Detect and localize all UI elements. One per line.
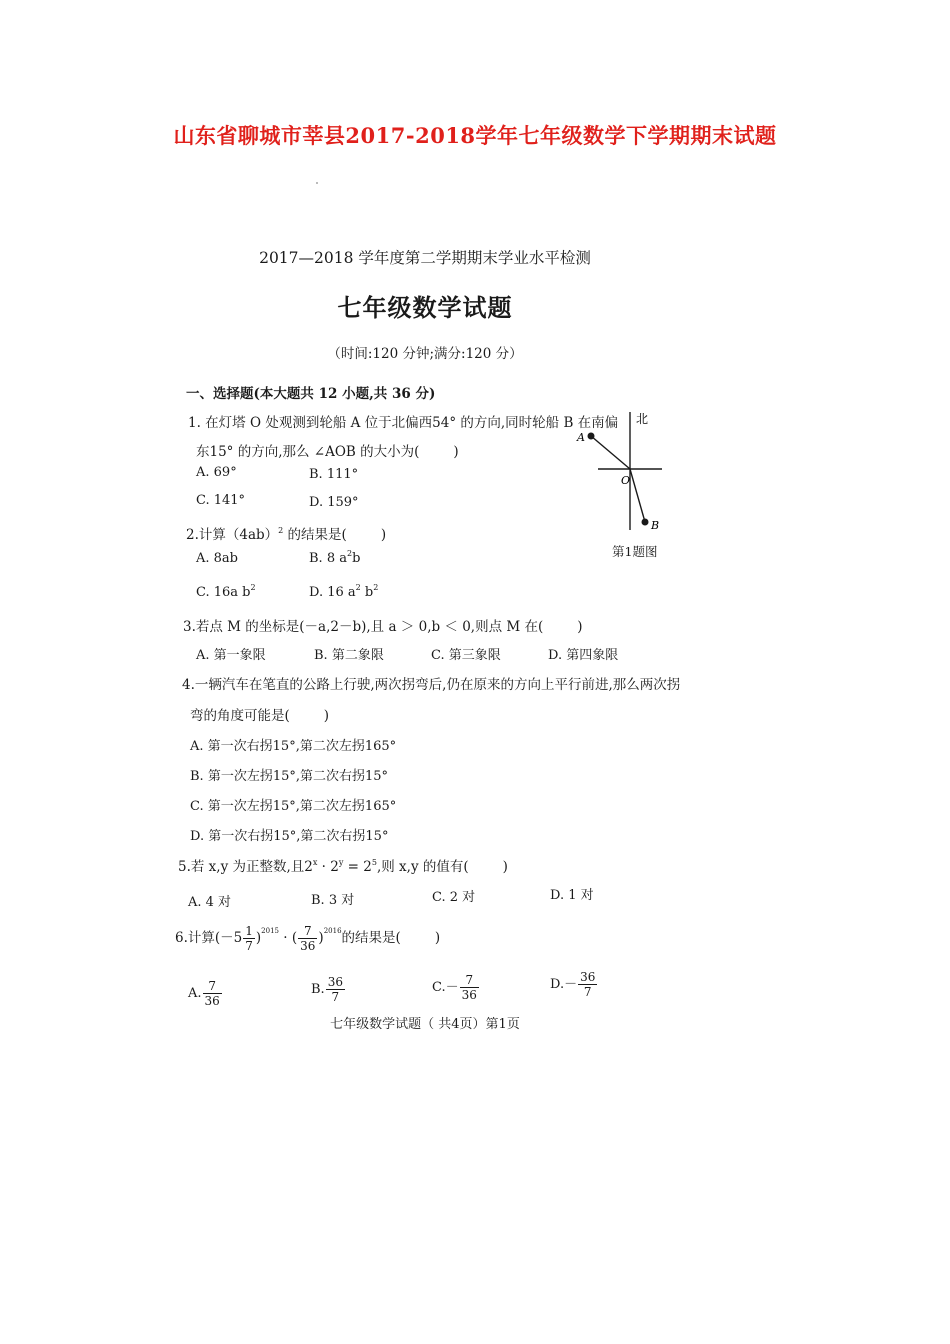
question-5-exp-x: x — [312, 858, 318, 867]
question-4-close: ) — [323, 708, 330, 724]
q3-option-c: C. 第三象限 — [431, 648, 501, 663]
q5-option-d: D. 1 对 — [550, 888, 594, 903]
page-footer: 七年级数学试题（ 共4页）第1页 — [330, 1017, 520, 1032]
question-6-frac1 — [243, 924, 255, 953]
question-5-mid2: = 2 — [343, 859, 372, 875]
compass-diagram — [574, 408, 674, 536]
question-2 — [186, 523, 386, 543]
q6-option-c — [432, 973, 480, 1002]
question-1-line2 — [196, 440, 459, 460]
q2-option-d-text: D. 16 a — [309, 585, 356, 600]
question-5 — [178, 855, 508, 875]
question-6-frac1-den: 7 — [245, 939, 253, 953]
question-5-prefix: 5.若 x,y 为正整数,且2 — [178, 859, 313, 875]
question-6-suffix: 的结果是( — [341, 930, 401, 946]
q6-option-b-label: B. — [311, 982, 325, 997]
q2-option-a-text: A. 8ab — [196, 551, 238, 566]
question-6-frac1-num: 1 — [245, 924, 253, 938]
question-1-line1: 1. 在灯塔 O 处观测到轮船 A 位于北偏西54° 的方向,同时轮船 B 在南偏 — [188, 415, 619, 431]
question-2-suffix: 的结果是( — [283, 527, 347, 543]
scan-speck — [316, 182, 318, 184]
q6-option-c-num: 7 — [460, 973, 479, 988]
question-5-exp-y: y — [338, 858, 344, 867]
q4-option-c: C. 第一次左拐15°,第二次左拐165° — [190, 799, 397, 814]
q3-option-b: B. 第二象限 — [314, 648, 384, 663]
q6-option-c-sign: － — [445, 980, 459, 995]
q6-option-b — [311, 975, 346, 1004]
question-2-exponent: 2 — [278, 526, 284, 535]
q6-option-c-den: 36 — [461, 988, 477, 1002]
question-6-frac2 — [298, 924, 317, 953]
exam-title: 七年级数学试题 — [337, 293, 513, 322]
q6-option-c-frac — [460, 973, 479, 1002]
question-3-close: ) — [577, 619, 583, 635]
q1-option-b: B. 111° — [309, 467, 359, 482]
q2-option-d-exp2: 2 — [373, 583, 379, 592]
section-title: 一、选择题(本大题共 12 小题,共 36 分) — [186, 386, 436, 402]
document-title: 山东省聊城市莘县2017-2018学年七年级数学下学期期末试题 — [173, 123, 777, 148]
q6-option-b-frac — [326, 975, 345, 1004]
q4-option-b: B. 第一次左拐15°,第二次右拐15° — [190, 769, 389, 784]
q6-option-b-den: 7 — [331, 990, 340, 1004]
exam-subtitle: 2017—2018 学年度第二学期期末学业水平检测 — [259, 249, 591, 267]
q6-option-a-num: 7 — [203, 979, 222, 994]
q2-option-a — [196, 551, 238, 566]
q4-option-a: A. 第一次右拐15°,第二次左拐165° — [190, 739, 397, 754]
q2-option-d — [309, 585, 378, 600]
q6-option-d-sign: － — [564, 977, 578, 992]
q2-option-b-text2: b — [352, 551, 361, 566]
question-4-line2-text: 弯的角度可能是( — [190, 708, 290, 724]
q6-option-d-num: 36 — [580, 970, 596, 984]
q6-option-a — [188, 979, 223, 1008]
question-6: 6.计算(－5 $\frac{1}{7}$ )$^{2015}$ · ( $\frac{7}{36}$ )$^{2016}$的结果是( ) — [175, 924, 441, 953]
q5-option-a: A. 4 对 — [188, 895, 232, 910]
q5-option-b: B. 3 对 — [311, 893, 355, 908]
q6-option-a-den: 36 — [204, 994, 220, 1008]
question-6-prefix: 6.计算(－5 — [175, 930, 243, 946]
ray-oa — [591, 436, 630, 469]
q2-option-b-text: B. 8 a — [309, 551, 347, 566]
q6-option-a-label: A. — [188, 986, 202, 1001]
label-a: A — [577, 431, 585, 444]
question-5-mid: · 2 — [317, 859, 339, 875]
q6-option-b-num: 36 — [327, 975, 343, 989]
q5-option-c: C. 2 对 — [432, 890, 476, 905]
label-o: O — [621, 474, 631, 487]
question-4-line1: 4.一辆汽车在笔直的公路上行驶,两次拐弯后,仍在原来的方向上平行前进,那么两次拐 — [182, 677, 681, 693]
north-label: 北 — [636, 412, 649, 426]
question-5-exp-5: 5 — [371, 858, 377, 867]
q4-option-d: D. 第一次右拐15°,第二次右拐15° — [190, 829, 389, 844]
question-6-frac2-num: 7 — [298, 924, 317, 939]
question-3 — [183, 615, 583, 635]
q2-option-d-exp: 2 — [355, 583, 361, 592]
point-b — [642, 519, 649, 526]
q1-option-d: D. 159° — [309, 495, 359, 510]
question-6-exp1: 2015 — [261, 927, 279, 935]
q1-option-c: C. 141° — [196, 493, 246, 508]
q6-option-d-label: D. — [550, 977, 565, 992]
q2-option-b-exp: 2 — [346, 549, 353, 558]
question-5-suffix: ,则 x,y 的值有( — [376, 859, 469, 875]
q6-option-c-label: C. — [432, 980, 446, 995]
q2-option-d-text2: b — [360, 585, 374, 600]
question-5-close: ) — [502, 859, 508, 875]
q3-option-d: D. 第四象限 — [548, 648, 619, 663]
q6-option-d — [550, 970, 598, 999]
q2-option-c-text: C. 16a b — [196, 585, 251, 600]
question-3-text: 3.若点 M 的坐标是(－a,2－b),且 a ＞ 0,b ＜ 0,则点 M 在( — [183, 619, 544, 635]
question-2-close: ) — [380, 527, 387, 543]
question-1-line2-text: 东15° 的方向,那么 ∠AOB 的大小为( — [196, 444, 420, 460]
question-6-close: ) — [434, 930, 441, 946]
q3-option-a: A. 第一象限 — [196, 648, 266, 663]
exam-meta: （时间:120 分钟;满分:120 分） — [327, 346, 523, 362]
q2-option-c-exp: 2 — [250, 583, 256, 592]
question-6-frac2-den: 36 — [300, 939, 316, 953]
question-1-close: ) — [453, 444, 459, 460]
question-2-prefix: 2.计算（4ab） — [186, 527, 279, 543]
figure-caption: 第1题图 — [612, 544, 658, 559]
point-a — [588, 433, 595, 440]
q6-option-a-frac — [203, 979, 222, 1008]
q6-option-d-frac — [578, 970, 597, 999]
q6-option-d-den: 7 — [583, 985, 592, 999]
label-b: B — [651, 519, 660, 532]
question-6-dot: · ( — [279, 930, 298, 946]
question-6-exp2: 2016 — [323, 927, 342, 935]
q2-option-b — [309, 551, 360, 566]
question-4-line2 — [190, 704, 329, 724]
q2-option-c — [196, 585, 256, 600]
ray-ob — [630, 469, 645, 522]
q1-option-a: A. 69° — [196, 465, 237, 480]
